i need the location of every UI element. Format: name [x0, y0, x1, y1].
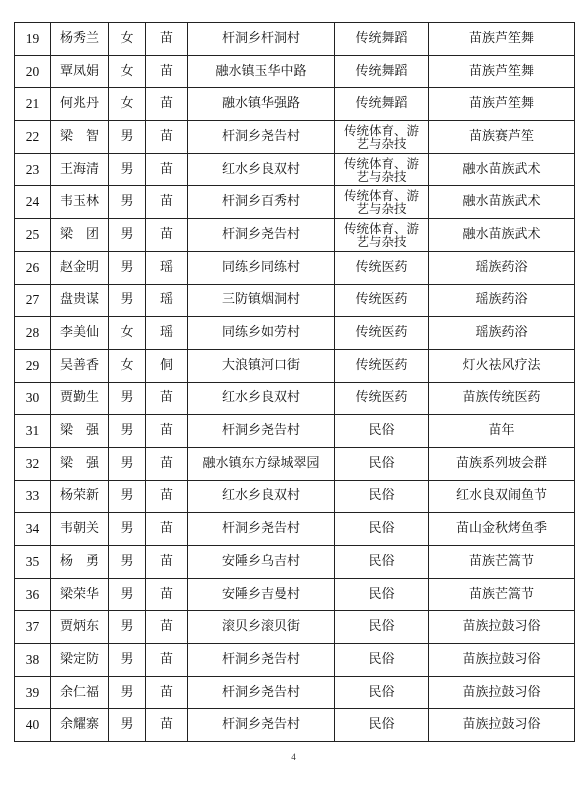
cell-address: 杆洞乡尧告村 — [188, 121, 335, 154]
cell-gender: 女 — [109, 23, 146, 56]
table-row — [15, 644, 575, 677]
table-row — [15, 382, 575, 415]
cell-name: 梁荣华 — [51, 578, 109, 611]
cell-number: 31 — [15, 415, 51, 448]
cell-category: 民俗 — [335, 546, 429, 579]
cell-gender: 男 — [109, 578, 146, 611]
cell-name: 覃凤娟 — [51, 55, 109, 88]
cell-ethnicity: 苗 — [146, 153, 188, 186]
cell-ethnicity: 苗 — [146, 709, 188, 742]
cell-name: 韦玉林 — [51, 186, 109, 219]
cell-name: 盘贵谋 — [51, 284, 109, 317]
cell-project: 融水苗族武术 — [429, 153, 575, 186]
cell-number: 27 — [15, 284, 51, 317]
cell-category: 传统体育、游 艺与杂技 — [335, 186, 429, 219]
cell-category: 传统体育、游 艺与杂技 — [335, 121, 429, 154]
cell-ethnicity: 苗 — [146, 447, 188, 480]
cell-gender: 男 — [109, 676, 146, 709]
table-row — [15, 186, 575, 219]
cell-address: 杆洞乡尧告村 — [188, 644, 335, 677]
cell-address: 红水乡良双村 — [188, 153, 335, 186]
cell-address: 红水乡良双村 — [188, 480, 335, 513]
cell-project: 苗族拉鼓习俗 — [429, 676, 575, 709]
cell-name: 杨荣新 — [51, 480, 109, 513]
cell-gender: 男 — [109, 186, 146, 219]
table-row — [15, 480, 575, 513]
cell-gender: 男 — [109, 153, 146, 186]
cell-number: 24 — [15, 186, 51, 219]
cell-ethnicity: 苗 — [146, 676, 188, 709]
cell-project: 苗族芦笙舞 — [429, 23, 575, 56]
table-row — [15, 447, 575, 480]
cell-project: 瑶族药浴 — [429, 284, 575, 317]
cell-name: 何兆丹 — [51, 88, 109, 121]
cell-name: 韦朝关 — [51, 513, 109, 546]
cell-project: 苗族赛芦笙 — [429, 121, 575, 154]
cell-name: 梁 强 — [51, 447, 109, 480]
table-row — [15, 121, 575, 154]
cell-ethnicity: 苗 — [146, 219, 188, 252]
table-body — [15, 23, 575, 742]
cell-gender: 男 — [109, 513, 146, 546]
cell-category: 传统医药 — [335, 284, 429, 317]
cell-gender: 男 — [109, 709, 146, 742]
cell-project: 苗族芦笙舞 — [429, 55, 575, 88]
table-row — [15, 513, 575, 546]
table-row — [15, 88, 575, 121]
table-row — [15, 578, 575, 611]
cell-project: 苗族拉鼓习俗 — [429, 644, 575, 677]
cell-number: 33 — [15, 480, 51, 513]
cell-project: 融水苗族武术 — [429, 186, 575, 219]
cell-ethnicity: 苗 — [146, 88, 188, 121]
cell-gender: 女 — [109, 88, 146, 121]
cell-name: 余仁福 — [51, 676, 109, 709]
cell-category: 传统舞蹈 — [335, 88, 429, 121]
cell-category: 传统医药 — [335, 317, 429, 350]
cell-ethnicity: 苗 — [146, 23, 188, 56]
cell-name: 王海清 — [51, 153, 109, 186]
table-row — [15, 284, 575, 317]
cell-gender: 男 — [109, 121, 146, 154]
cell-number: 35 — [15, 546, 51, 579]
cell-number: 36 — [15, 578, 51, 611]
cell-gender: 男 — [109, 284, 146, 317]
cell-number: 25 — [15, 219, 51, 252]
cell-category: 传统体育、游 艺与杂技 — [335, 219, 429, 252]
cell-number: 37 — [15, 611, 51, 644]
cell-name: 梁 强 — [51, 415, 109, 448]
table-row — [15, 611, 575, 644]
cell-gender: 男 — [109, 415, 146, 448]
cell-address: 同练乡如劳村 — [188, 317, 335, 350]
cell-project: 苗族芒篙节 — [429, 546, 575, 579]
cell-gender: 男 — [109, 644, 146, 677]
cell-category: 民俗 — [335, 676, 429, 709]
cell-category: 民俗 — [335, 513, 429, 546]
cell-address: 安陲乡乌吉村 — [188, 546, 335, 579]
cell-ethnicity: 瑶 — [146, 317, 188, 350]
cell-project: 苗族系列坡会群 — [429, 447, 575, 480]
cell-name: 贾炳东 — [51, 611, 109, 644]
cell-address: 杆洞乡尧告村 — [188, 415, 335, 448]
page-number: 4 — [291, 752, 296, 762]
table-row — [15, 23, 575, 56]
cell-name: 梁 团 — [51, 219, 109, 252]
cell-name: 赵金明 — [51, 251, 109, 284]
cell-project: 苗族拉鼓习俗 — [429, 611, 575, 644]
cell-number: 26 — [15, 251, 51, 284]
cell-address: 融水镇玉华中路 — [188, 55, 335, 88]
cell-number: 20 — [15, 55, 51, 88]
cell-address: 大浪镇河口街 — [188, 349, 335, 382]
cell-address: 杆洞乡尧告村 — [188, 513, 335, 546]
cell-ethnicity: 苗 — [146, 55, 188, 88]
cell-category: 民俗 — [335, 644, 429, 677]
cell-address: 安陲乡吉曼村 — [188, 578, 335, 611]
cell-category: 民俗 — [335, 480, 429, 513]
cell-project: 灯火祛风疗法 — [429, 349, 575, 382]
cell-ethnicity: 苗 — [146, 513, 188, 546]
cell-ethnicity: 苗 — [146, 415, 188, 448]
table-row — [15, 55, 575, 88]
cell-project: 苗族芒篙节 — [429, 578, 575, 611]
cell-ethnicity: 苗 — [146, 578, 188, 611]
table-row — [15, 317, 575, 350]
cell-name: 梁定防 — [51, 644, 109, 677]
cell-address: 滚贝乡滚贝街 — [188, 611, 335, 644]
cell-ethnicity: 侗 — [146, 349, 188, 382]
cell-project: 瑶族药浴 — [429, 317, 575, 350]
table-row — [15, 349, 575, 382]
table-row — [15, 415, 575, 448]
cell-gender: 男 — [109, 546, 146, 579]
cell-name: 梁 智 — [51, 121, 109, 154]
cell-name: 杨秀兰 — [51, 23, 109, 56]
cell-address: 杆洞乡杆洞村 — [188, 23, 335, 56]
table-row — [15, 251, 575, 284]
cell-project: 红水良双闹鱼节 — [429, 480, 575, 513]
cell-category: 民俗 — [335, 709, 429, 742]
cell-number: 38 — [15, 644, 51, 677]
inheritors-table — [14, 22, 575, 742]
cell-gender: 男 — [109, 219, 146, 252]
cell-name: 贾勤生 — [51, 382, 109, 415]
cell-gender: 女 — [109, 317, 146, 350]
cell-address: 杆洞乡百秀村 — [188, 186, 335, 219]
cell-project: 苗年 — [429, 415, 575, 448]
cell-number: 30 — [15, 382, 51, 415]
cell-ethnicity: 瑶 — [146, 251, 188, 284]
cell-ethnicity: 苗 — [146, 546, 188, 579]
cell-project: 苗族传统医药 — [429, 382, 575, 415]
cell-address: 融水镇东方绿城翠园 — [188, 447, 335, 480]
cell-category: 传统体育、游 艺与杂技 — [335, 153, 429, 186]
cell-project: 融水苗族武术 — [429, 219, 575, 252]
cell-category: 传统医药 — [335, 251, 429, 284]
cell-number: 23 — [15, 153, 51, 186]
cell-category: 民俗 — [335, 415, 429, 448]
cell-name: 杨 勇 — [51, 546, 109, 579]
cell-ethnicity: 苗 — [146, 611, 188, 644]
cell-address: 红水乡良双村 — [188, 382, 335, 415]
cell-name: 吴善香 — [51, 349, 109, 382]
cell-address: 杆洞乡尧告村 — [188, 219, 335, 252]
cell-number: 29 — [15, 349, 51, 382]
cell-category: 传统医药 — [335, 349, 429, 382]
cell-address: 杆洞乡尧告村 — [188, 709, 335, 742]
cell-ethnicity: 苗 — [146, 186, 188, 219]
table-row — [15, 219, 575, 252]
cell-gender: 女 — [109, 55, 146, 88]
cell-category: 民俗 — [335, 447, 429, 480]
cell-ethnicity: 苗 — [146, 382, 188, 415]
cell-number: 22 — [15, 121, 51, 154]
cell-gender: 男 — [109, 251, 146, 284]
cell-gender: 男 — [109, 611, 146, 644]
cell-address: 杆洞乡尧告村 — [188, 676, 335, 709]
cell-number: 28 — [15, 317, 51, 350]
table-row — [15, 676, 575, 709]
cell-category: 传统医药 — [335, 382, 429, 415]
cell-gender: 女 — [109, 349, 146, 382]
cell-address: 同练乡同练村 — [188, 251, 335, 284]
table-row — [15, 546, 575, 579]
cell-number: 40 — [15, 709, 51, 742]
cell-gender: 男 — [109, 480, 146, 513]
table-row — [15, 709, 575, 742]
cell-number: 34 — [15, 513, 51, 546]
cell-project: 苗族芦笙舞 — [429, 88, 575, 121]
cell-number: 39 — [15, 676, 51, 709]
cell-category: 民俗 — [335, 611, 429, 644]
table-row — [15, 153, 575, 186]
cell-ethnicity: 苗 — [146, 121, 188, 154]
cell-category: 民俗 — [335, 578, 429, 611]
cell-address: 三防镇烟洞村 — [188, 284, 335, 317]
cell-ethnicity: 苗 — [146, 644, 188, 677]
cell-ethnicity: 苗 — [146, 480, 188, 513]
cell-gender: 男 — [109, 447, 146, 480]
cell-category: 传统舞蹈 — [335, 55, 429, 88]
cell-project: 苗族拉鼓习俗 — [429, 709, 575, 742]
cell-name: 李美仙 — [51, 317, 109, 350]
cell-address: 融水镇华强路 — [188, 88, 335, 121]
cell-ethnicity: 瑶 — [146, 284, 188, 317]
cell-category: 传统舞蹈 — [335, 23, 429, 56]
cell-number: 21 — [15, 88, 51, 121]
cell-project: 瑶族药浴 — [429, 251, 575, 284]
cell-gender: 男 — [109, 382, 146, 415]
cell-project: 苗山金秋烤鱼季 — [429, 513, 575, 546]
cell-number: 32 — [15, 447, 51, 480]
cell-name: 余耀寨 — [51, 709, 109, 742]
cell-number: 19 — [15, 23, 51, 56]
